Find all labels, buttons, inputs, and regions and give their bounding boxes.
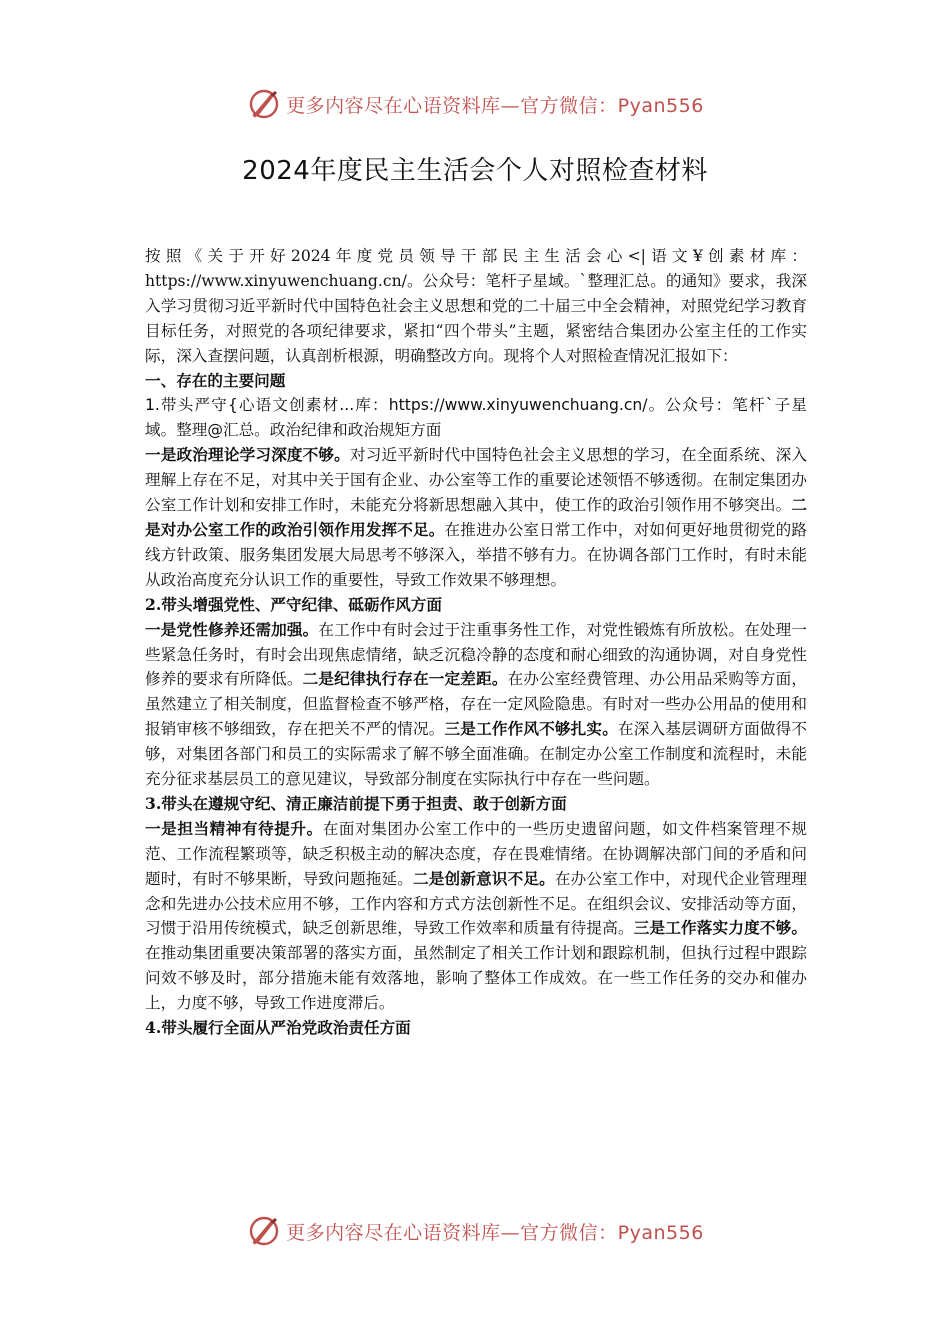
lead-phrase: 一是党性修养还需加强。 [145, 619, 319, 639]
lead-phrase: 二是创新意识不足。 [413, 868, 555, 888]
paragraph-text: 对习近平新时代中国特色社会主义思想的学习，在全面系统、深入理解上存在不足，对其中关于国有企业、办公室等工作的重要论述领悟不够透彻。在制定集团办公室工作计划和安排工作时，未能充分将新思想融入其中，使工作的政治引领作用不够突出。 [145, 446, 807, 515]
lead-phrase: 二是对办公室工作的政治引领作用发挥不足。 [145, 495, 807, 539]
paragraph-text: 在面对集团办公室工作中的一些历史遗留问题，如文件档案管理不规范、工作流程繁琐等，缺乏积极主动的解决态度，存在畏难情绪。在协调解决部门间的矛盾和问题时，有时不够果断，导致问题拖延。 [145, 819, 807, 888]
paragraph-text: 在办公室经费管理、办公用品采购等方面，虽然建立了相关制度，但监督检查不够严格，存在一定风险隐患。有时对一些办公用品的使用和报销审核不够细致，存在把关不严的情况。 [145, 670, 807, 739]
header-banner [0, 84, 950, 124]
brush-circle-logo-icon [246, 86, 282, 122]
document-title: 2024年度民主生活会个人对照检查材料 [242, 156, 708, 186]
paragraph-text: 在工作中有时会过于注重事务性工作，对党性锻炼有所放松。在处理一些紧急任务时，有时会出现焦虑情绪，缺乏沉稳冷静的态度和耐心细致的沟通协调，对自身党性修养的要求有所降低。 [145, 620, 807, 689]
document-body [145, 244, 807, 1041]
lead-phrase: 三是工作落实力度不够。 [633, 918, 807, 938]
subsection-heading: 2.带头增强党性、严守纪律、砥砺作风方面 [145, 594, 442, 614]
banner-handle: Pyan556 [617, 1221, 704, 1244]
banner-text: 更多内容尽在心语资料库—官方微信： [286, 1221, 618, 1244]
lead-phrase: 三是工作作风不够扎实。 [444, 719, 618, 739]
subsection-heading: 1.带头严守{心语文创素材...库：https://www.xinyuwenchuang.cn/。公众号：笔杆`子星域。整理@汇总。政治纪律和政治规矩方面 [145, 396, 807, 440]
banner-text: 更多内容尽在心语资料库—官方微信： [286, 94, 618, 117]
section-heading: 一、存在的主要问题 [145, 371, 286, 390]
footer-banner [0, 1211, 950, 1251]
lead-phrase: 一是政治理论学习深度不够。 [145, 445, 350, 465]
paragraph-text: 在推进办公室日常工作中，对如何更好地贯彻党的路线方针政策、服务集团发展大局思考不够深入，举措不够有力。在协调各部门工作时，有时未能从政治高度充分认识工作的重要性，导致工作效果不够理想。 [145, 520, 807, 589]
paragraph [145, 443, 807, 592]
banner-handle: Pyan556 [617, 94, 704, 117]
lead-phrase: 一是担当精神有待提升。 [145, 818, 323, 838]
paragraph-text: 在办公室工作中，对现代企业管理理念和先进办公技术应用不够，工作内容和方式方法创新性不足。在组织会议、安排活动等方面，习惯于沿用传统模式，缺乏创新思维，导致工作效率和质量有待提高。 [145, 869, 807, 938]
brush-circle-logo-icon [246, 1213, 282, 1249]
lead-phrase: 二是纪律执行存在一定差距。 [302, 669, 508, 689]
paragraph-text: 在深入基层调研方面做得不够，对集团各部门和员工的实际需求了解不够全面准确。在制定办公室工作制度和流程时，未能充分征求基层员工的意见建议，导致部分制度在实际执行中存在一些问题。 [145, 720, 807, 789]
paragraph-text: 在推动集团重要决策部署的落实方面，虽然制定了相关工作计划和跟踪机制，但执行过程中跟踪问效不够及时，部分措施未能有效落地，影响了整体工作成效。在一些工作任务的交办和催办上，力度不够，导致工作进度滞后。 [145, 944, 807, 1013]
paragraph [145, 817, 807, 1016]
subsection-heading: 4.带头履行全面从严治党政治责任方面 [145, 1018, 411, 1038]
subsection-heading: 3.带头在遵规守纪、清正廉洁前提下勇于担责、敢于创新方面 [145, 793, 567, 813]
intro-paragraph: 按照《关于开好2024年度党员领导干部民主生活会心<|语文¥创素材库：https://www.xinyuwenchuang.cn/。公众号：笔杆子星域。`整理汇总。的通知》要求，我深入学习贯彻习近平新时代中国特色社会主义思想和党的二十届三中全会精神，对照党纪学习教育目标任务，对照党的各项纪律要求，紧扣“四个带头”主题，紧密结合集团办公室主任的工作实际，深入查摆问题，认真剖析根源，明确整改方向。现将个人对照检查情况汇报如下： [145, 247, 807, 365]
paragraph [145, 618, 807, 792]
